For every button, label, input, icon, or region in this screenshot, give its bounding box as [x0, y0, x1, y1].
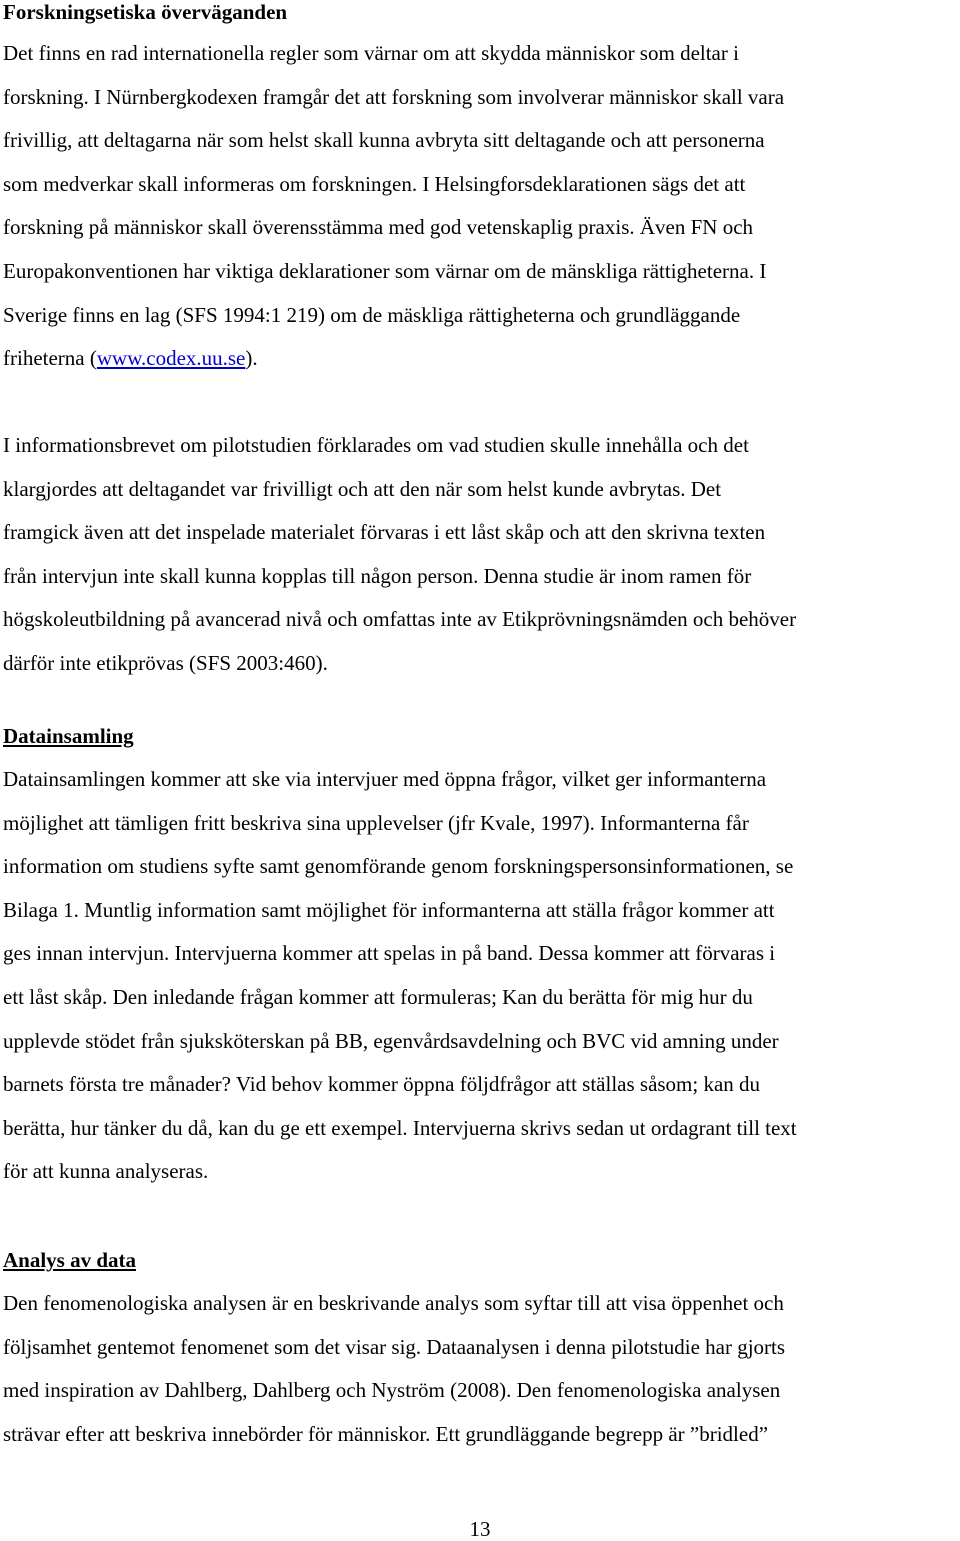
text-line: Europakonventionen har viktiga deklarationer som värnar om de mänskliga rättigheterna. I: [3, 258, 767, 283]
text-line: som medverkar skall informeras om forskningen. I Helsingforsdeklarationen sägs det att: [3, 171, 746, 196]
page-number: 13: [469, 1517, 491, 1541]
text-line: klargjordes att deltagandet var frivilligt och att den när som helst kunde avbrytas. Det: [3, 476, 722, 501]
text-line: forskning på människor skall överensstämma med god vetenskaplig praxis. Även FN och: [3, 215, 754, 240]
text-line: framgick även att det inspelade materialet förvaras i ett låst skåp och att den skrivna texten: [3, 520, 766, 545]
text-line: Bilaga 1. Muntlig information samt möjlighet för informanterna att ställa frågor kommer att: [3, 897, 775, 922]
text-line: frivillig, att deltagarna när som helst skall kunna avbryta sitt deltagande och att personerna: [3, 128, 765, 153]
text-line: ett låst skåp. Den inledande frågan kommer att formuleras; Kan du berätta för mig hur du: [3, 984, 753, 1009]
text-line: ges innan intervjun. Intervjuerna kommer att spelas in på band. Dessa kommer att förvaras i: [3, 941, 776, 966]
text-line: Den fenomenologiska analysen är en beskrivande analys som syftar till att visa öppenhet och: [3, 1291, 784, 1315]
text-line-with-link: [3, 337, 958, 381]
text-line: högskoleutbildning på avancerad nivå och omfattas inte av Etikprövningsnämden och behöver: [3, 607, 797, 632]
text-line: följsamhet gentemot fenomenet som det visar sig. Dataanalysen i denna pilotstudie har gjorts: [3, 1334, 786, 1359]
text-line: därför inte etikprövas (SFS 2003:460).: [3, 650, 328, 675]
paragraph-data-collection: [3, 758, 958, 1194]
text-line: information om studiens syfte samt genomförande genom forskningspersonsinformationen, se: [3, 854, 794, 879]
codex-link[interactable]: www.codex.uu.se: [96, 346, 246, 371]
text-line: I informationsbrevet om pilotstudien förklarades om vad studien skulle innehålla och det: [3, 433, 749, 457]
text-line: berätta, hur tänker du då, kan du ge ett exempel. Intervjuerna skrivs sedan ut ordagrant till text: [3, 1115, 797, 1140]
paragraph-analysis: [3, 1282, 958, 1456]
text-fragment: ).: [245, 346, 258, 371]
text-fragment: friheterna (: [3, 346, 97, 371]
section-heading-ethics: Forskningsetiska överväganden: [3, 0, 288, 24]
text-line: för att kunna analyseras.: [3, 1159, 209, 1184]
text-line: med inspiration av Dahlberg, Dahlberg och Nyström (2008). Den fenomenologiska analysen: [3, 1378, 781, 1403]
text-line: från intervjun inte skall kunna kopplas till någon person. Denna studie är inom ramen för: [3, 563, 752, 588]
section-heading-analysis: Analys av data: [3, 1248, 137, 1272]
section-heading-data-collection: Datainsamling: [3, 724, 134, 748]
paragraph-ethics: [3, 32, 958, 381]
text-line: Sverige finns en lag (SFS 1994:1 219) om de mäskliga rättigheterna och grundläggande: [3, 302, 741, 327]
paragraph-information-letter: [3, 424, 958, 686]
text-line: barnets första tre månader? Vid behov kommer öppna följdfrågor att ställas såsom; kan du: [3, 1072, 761, 1097]
text-line: Datainsamlingen kommer att ske via intervjuer med öppna frågor, vilket ger informanterna: [3, 767, 767, 791]
text-line: Det finns en rad internationella regler som värnar om att skydda människor som deltar i: [3, 41, 739, 65]
text-line: forskning. I Nürnbergkodexen framgår det att forskning som involverar människor skall vara: [3, 84, 785, 109]
text-line: upplevde stödet från sjuksköterskan på BB, egenvårdsavdelning och BVC vid amning under: [3, 1028, 779, 1053]
text-line: strävar efter att beskriva innebörder för människor. Ett grundläggande begrepp är ”bridled”: [3, 1421, 769, 1446]
text-line: möjlighet att tämligen fritt beskriva sina upplevelser (jfr Kvale, 1997). Informanterna får: [3, 810, 749, 835]
